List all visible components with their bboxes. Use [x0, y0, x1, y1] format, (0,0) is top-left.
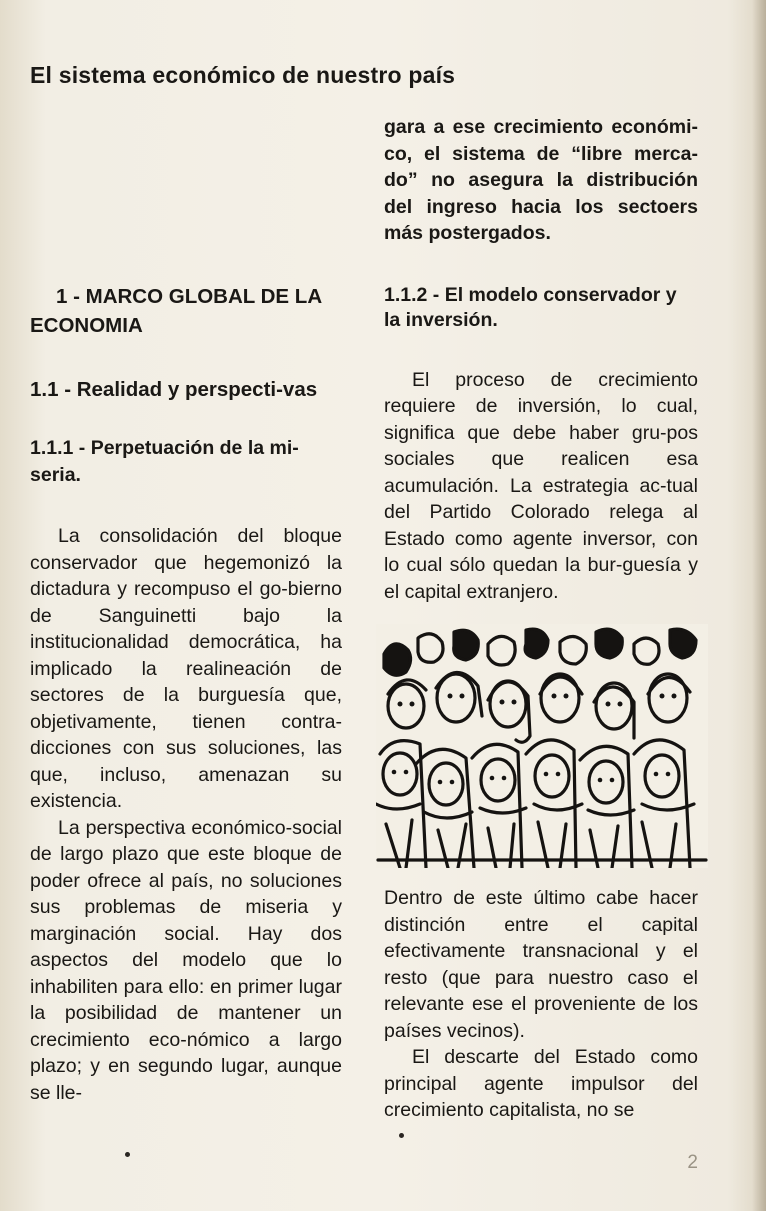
ink-speck [399, 1133, 404, 1138]
paragraph: El descarte del Estado como principal agente impulsor del crecimiento capitalista, no se [384, 1046, 698, 1121]
continued-paragraph: gara a ese crecimiento económi-co, el sistema de “libre merca-do” no asegura la distribución del ingreso hacia los sectoers más postergados. [384, 116, 698, 244]
paragraph: Dentro de este último cabe hacer distinción entre el capital efectivamente transnacional y el resto (que para nuestro caso el relevante ese el proveniente de los países vecinos). [384, 887, 698, 1042]
crowd-illustration [376, 624, 708, 868]
left-column [30, 282, 342, 1106]
paragraph: El proceso de crecimiento requiere de inversión, lo cual, significa que debe haber gru-pos sociales que realicen esa acumulación. La estrategia ac-tual del Partido Colorado relega al Estado como agente inversor, con lo cual sólo quedan la bur-guesía y el capital extranjero. [384, 368, 698, 603]
right-column-top [384, 114, 698, 605]
page-number: 2 [687, 1152, 698, 1173]
right-column-bottom [384, 885, 698, 1124]
section-heading-1: 1 - MARCO GLOBAL DE LA ECONOMIA [30, 285, 322, 337]
section-heading-1-1: 1.1 - Realidad y perspecti-vas [30, 378, 318, 401]
ink-speck [125, 1152, 130, 1157]
paragraph: La consolidación del bloque conservador que hegemonizó la dictadura y recompuso el go-bierno de Sanguinetti bajo la institucionalidad democrática, ha implicado la realineación de sectores de la burguesía que, objetivamente, tienen contra-dicciones con sus soluciones, las que, incluso, amenazan su existencia. [30, 525, 342, 812]
page-edge-shadow [752, 0, 766, 1211]
page-title: El sistema económico de nuestro país [30, 62, 456, 88]
paragraph: La perspectiva económico-social de largo plazo que este bloque de poder ofrece al país, no soluciones sus problemas de miseria y marginación social. Hay dos aspectos del modelo que lo inhabiliten para ello: en primer lugar la posibilidad de mantener un crecimiento eco-nómico a largo plazo; y en segundo lugar, aunque se lle- [30, 816, 342, 1104]
section-heading-1-1-2: 1.1.2 - El modelo conservador y la inversión. [384, 283, 677, 331]
section-heading-1-1-1: 1.1.1 - Perpetuación de la mi-seria. [30, 437, 299, 486]
